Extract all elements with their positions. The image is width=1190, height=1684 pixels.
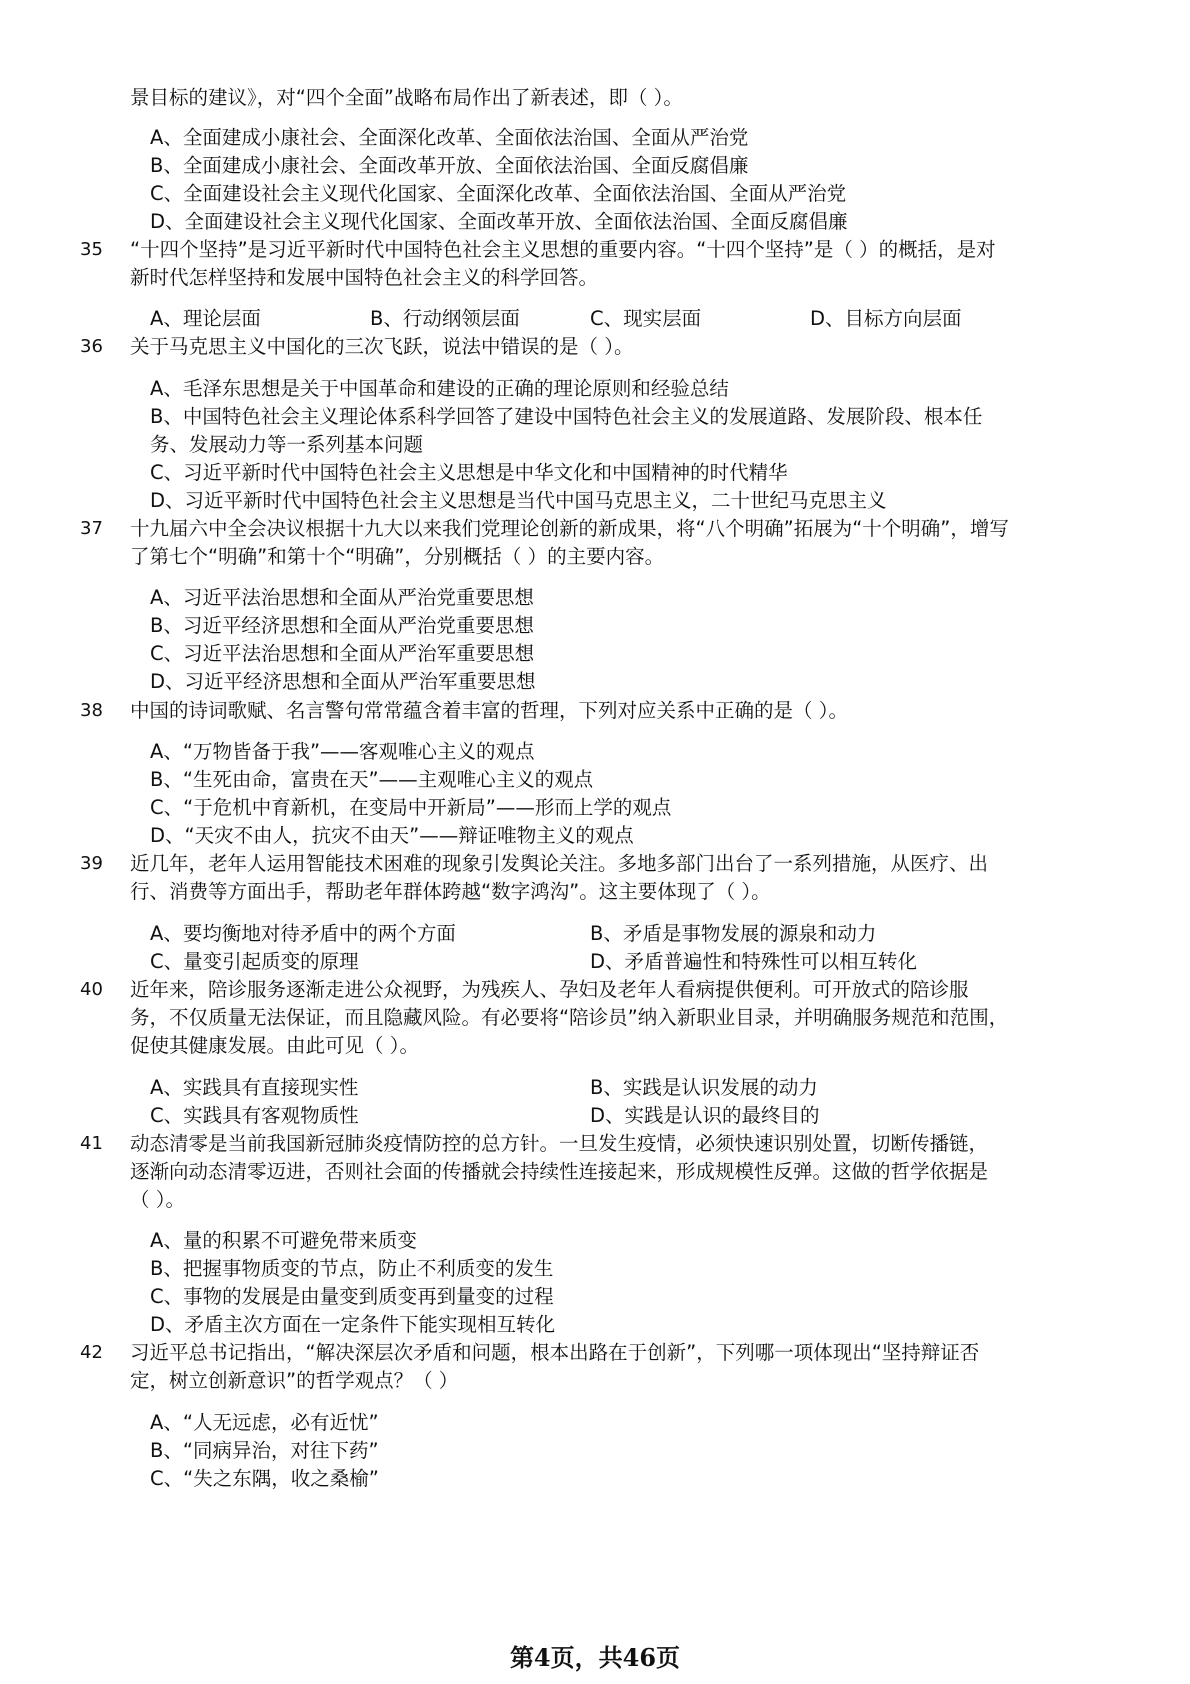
option-a: A、量的积累不可避免带来质变 [150, 1229, 417, 1252]
option-b: B、习近平经济思想和全面从严治党重要思想 [150, 614, 534, 637]
question-number: 40 [80, 979, 103, 1000]
question-number: 38 [80, 700, 103, 721]
question-number: 36 [80, 336, 103, 357]
option-a: A、要均衡地对待矛盾中的两个方面 [150, 922, 456, 945]
question-text-line: 促使其健康发展。由此可见（ ）。 [130, 1034, 419, 1057]
option-d: D、矛盾普遍性和特殊性可以相互转化 [590, 950, 918, 973]
option-b: B、实践是认识发展的动力 [590, 1076, 818, 1099]
option-b: B、行动纲领层面 [370, 307, 520, 330]
option-c: C、事物的发展是由量变到质变再到量变的过程 [150, 1285, 554, 1308]
option-b-continued: 务、发展动力等一系列基本问题 [150, 433, 424, 456]
option-b: B、把握事物质变的节点，防止不利质变的发生 [150, 1257, 554, 1280]
option-a: A、实践具有直接现实性 [150, 1076, 359, 1099]
page-number-footer: 第4页，共46页 [509, 1643, 681, 1672]
option-c: C、实践具有客观物质性 [150, 1104, 359, 1127]
option-c: C、习近平新时代中国特色社会主义思想是中华文化和中国精神的时代精华 [150, 461, 788, 484]
question-number: 42 [80, 1342, 103, 1363]
question-text-line: 逐渐向动态清零迈进，否则社会面的传播就会持续性连接起来，形成规模性反弹。这做的哲学依据是 [130, 1160, 989, 1183]
question-text-line: （ ）。 [130, 1188, 185, 1211]
option-d: D、习近平新时代中国特色社会主义思想是当代中国马克思主义，二十世纪马克思主义 [150, 489, 887, 512]
option-b: B、矛盾是事物发展的源泉和动力 [590, 922, 877, 945]
option-c: C、量变引起质变的原理 [150, 950, 359, 973]
option-d: D、全面建设社会主义现代化国家、全面改革开放、全面依法治国、全面反腐倡廉 [150, 210, 848, 233]
option-b: B、全面建成小康社会、全面改革开放、全面依法治国、全面反腐倡廉 [150, 154, 749, 177]
option-b: B、“同病异治，对往下药” [150, 1439, 379, 1462]
question-text-line: 近年来，陪诊服务逐渐走进公众视野，为残疾人、孕妇及老年人看病提供便利。可开放式的陪诊服 [130, 978, 969, 1001]
option-a: A、“人无远虑，必有近忧” [150, 1411, 379, 1434]
option-c: C、“于危机中育新机，在变局中开新局”——形而上学的观点 [150, 796, 672, 819]
option-c: C、“失之东隅，收之桑榆” [150, 1467, 379, 1490]
question-number: 37 [80, 518, 103, 539]
question-text-line: 景目标的建议》，对“四个全面”战略布局作出了新表述，即（ ）。 [130, 86, 683, 109]
question-text-line: 了第七个“明确”和第十个“明确”，分别概括（ ）的主要内容。 [130, 545, 665, 568]
option-c: C、全面建设社会主义现代化国家、全面深化改革、全面依法治国、全面从严治党 [150, 182, 847, 205]
option-c: C、现实层面 [590, 307, 702, 330]
question-text-line: 关于马克思主义中国化的三次飞跃，说法中错误的是（ ）。 [130, 335, 634, 358]
question-text-line: “十四个坚持”是习近平新时代中国特色社会主义思想的重要内容。“十四个坚持”是（ ）的概括，是对 [130, 238, 996, 261]
option-d: D、矛盾主次方面在一定条件下能实现相互转化 [150, 1313, 556, 1336]
question-text-line: 新时代怎样坚持和发展中国特色社会主义的科学回答。 [130, 266, 599, 289]
question-text-line: 近几年，老年人运用智能技术困难的现象引发舆论关注。多地多部门出台了一系列措施，从医疗、出 [130, 852, 989, 875]
option-a: A、习近平法治思想和全面从严治党重要思想 [150, 586, 534, 609]
option-d: D、实践是认识的最终目的 [590, 1104, 820, 1127]
question-text-line: 定，树立创新意识”的哲学观点？（ ） [130, 1369, 459, 1392]
question-number: 35 [80, 239, 103, 260]
option-d: D、习近平经济思想和全面从严治军重要思想 [150, 670, 536, 693]
option-d: D、“天灾不由人，抗灾不由天”——辩证唯物主义的观点 [150, 824, 634, 847]
question-text-line: 习近平总书记指出，“解决深层次矛盾和问题，根本出路在于创新”，下列哪一项体现出“坚持辩证否 [130, 1341, 980, 1364]
option-c: C、习近平法治思想和全面从严治军重要思想 [150, 642, 535, 665]
option-a: A、全面建成小康社会、全面深化改革、全面依法治国、全面从严治党 [150, 126, 749, 149]
question-text-line: 务，不仅质量无法保证，而且隐藏风险。有必要将“陪诊员”纳入新职业目录，并明确服务规范和范围， [130, 1006, 1009, 1029]
option-a: A、“万物皆备于我”——客观唯心主义的观点 [150, 740, 535, 763]
question-text-line: 行、消费等方面出手，帮助老年群体跨越“数字鸿沟”。这主要体现了（ ）。 [130, 880, 771, 903]
question-number: 39 [80, 853, 103, 874]
option-a: A、毛泽东思想是关于中国革命和建设的正确的理论原则和经验总结 [150, 377, 729, 400]
option-b: B、“生死由命，富贵在天”——主观唯心主义的观点 [150, 768, 594, 791]
question-number: 41 [80, 1133, 103, 1154]
question-text-line: 中国的诗词歌赋、名言警句常常蕴含着丰富的哲理，下列对应关系中正确的是（ ）。 [130, 699, 848, 722]
option-b: B、中国特色社会主义理论体系科学回答了建设中国特色社会主义的发展道路、发展阶段、根本任 [150, 405, 983, 428]
option-a: A、理论层面 [150, 307, 261, 330]
option-d: D、目标方向层面 [810, 307, 962, 330]
question-text-line: 动态清零是当前我国新冠肺炎疫情防控的总方针。一旦发生疫情，必须快速识别处置，切断传播链， [130, 1132, 989, 1155]
question-text-line: 十九届六中全会决议根据十九大以来我们党理论创新的新成果，将“八个明确”拓展为“十个明确”，增写 [130, 517, 1009, 540]
